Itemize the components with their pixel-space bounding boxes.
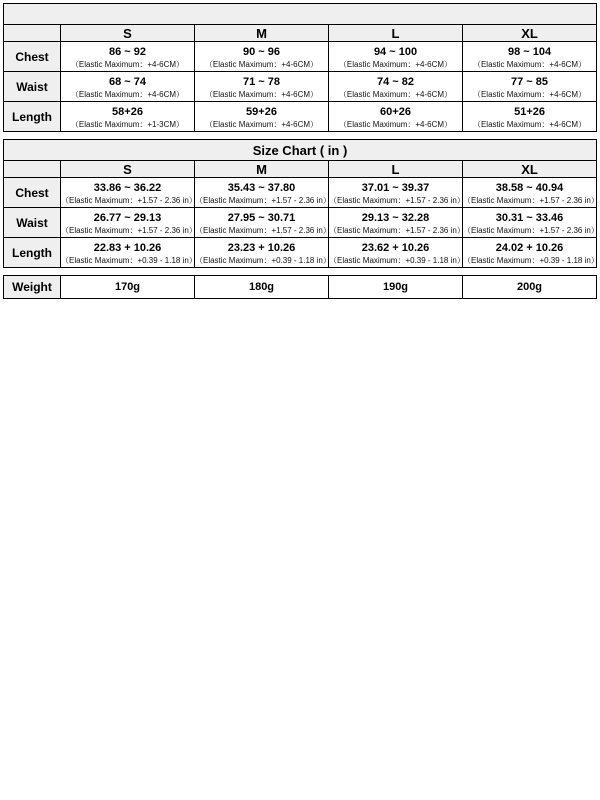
measurement-cell: [329, 238, 463, 268]
measurement-value: 58+26: [112, 106, 143, 118]
elastic-note: （Elastic Maximum：+4-6CM）: [472, 60, 587, 69]
measurement-value: 51+26: [514, 106, 545, 118]
measurement-cell: [61, 238, 195, 268]
size-header-l: L: [329, 161, 463, 178]
measurement-cell: [329, 178, 463, 208]
measurement-value: 68 ~ 74: [108, 76, 146, 88]
elastic-note: （Elastic Maximum：+4-6CM）: [204, 120, 319, 129]
elastic-note: （Elastic Maximum：+4-6CM）: [472, 120, 587, 129]
elastic-note: （Elastic Maximum：+1.57 - 2.36 in）: [61, 226, 197, 235]
row-label-waist: Waist: [4, 208, 61, 238]
measurement-cell: [463, 238, 597, 268]
measurement-value: 59+26: [246, 106, 277, 118]
cm-table-title: [4, 4, 597, 25]
weight-value-m: 180g: [195, 276, 329, 299]
header-blank-cell: [4, 161, 61, 178]
measurement-value: 77 ~ 85: [511, 76, 549, 88]
measurement-value: 22.83 + 10.26: [93, 242, 162, 254]
size-chart-document: [3, 3, 597, 299]
measurement-value: 94 ~ 100: [373, 46, 418, 58]
elastic-note: （Elastic Maximum：+1.57 - 2.36 in）: [463, 196, 599, 205]
weight-value-xl: 200g: [463, 276, 597, 299]
row-label-waist: Waist: [4, 72, 61, 102]
size-chart-cm-table: [3, 3, 597, 132]
measurement-value: 86 ~ 92: [108, 46, 146, 58]
size-chart-in-table: [3, 139, 597, 268]
measurement-cell: [329, 208, 463, 238]
section-spacer: [3, 132, 597, 139]
measurement-value: 24.02 + 10.26: [495, 242, 564, 254]
table-row: [4, 178, 597, 208]
measurement-cell: [329, 42, 463, 72]
measurement-value: 35.43 ~ 37.80: [227, 182, 296, 194]
measurement-value: 37.01 ~ 39.37: [361, 182, 430, 194]
table-row: [4, 276, 597, 299]
size-header-xl: XL: [463, 161, 597, 178]
measurement-cell: [61, 102, 195, 132]
measurement-value: 98 ~ 104: [507, 46, 552, 58]
table-row: [4, 238, 597, 268]
header-blank-cell: [4, 25, 61, 42]
measurement-value: 23.62 + 10.26: [361, 242, 430, 254]
measurement-value: 23.23 + 10.26: [227, 242, 296, 254]
measurement-value: 26.77 ~ 29.13: [93, 212, 162, 224]
measurement-value: 38.58 ~ 40.94: [495, 182, 564, 194]
measurement-cell: [195, 178, 329, 208]
weight-table: [3, 275, 597, 299]
elastic-note: （Elastic Maximum：+0.39 - 1.18 in）: [195, 256, 331, 265]
elastic-note: （Elastic Maximum：+4-6CM）: [338, 60, 453, 69]
row-label-chest: Chest: [4, 42, 61, 72]
measurement-cell: [463, 72, 597, 102]
measurement-value: 27.95 ~ 30.71: [227, 212, 296, 224]
size-header-s: S: [61, 161, 195, 178]
table-row: [4, 102, 597, 132]
row-label-length: Length: [4, 102, 61, 132]
in-table-title: Size Chart ( in ): [4, 140, 597, 161]
elastic-note: （Elastic Maximum：+1.57 - 2.36 in）: [195, 226, 331, 235]
table-row: [4, 72, 597, 102]
table-row: [4, 208, 597, 238]
measurement-cell: [463, 42, 597, 72]
elastic-note: （Elastic Maximum：+1.57 - 2.36 in）: [329, 226, 465, 235]
measurement-value: 30.31 ~ 33.46: [495, 212, 564, 224]
measurement-value: 33.86 ~ 36.22: [93, 182, 162, 194]
weight-value-s: 170g: [61, 276, 195, 299]
measurement-value: 29.13 ~ 32.28: [361, 212, 430, 224]
size-header-s: S: [61, 25, 195, 42]
measurement-value: 74 ~ 82: [376, 76, 414, 88]
size-header-xl: XL: [463, 25, 597, 42]
elastic-note: （Elastic Maximum：+1-3CM）: [70, 120, 185, 129]
measurement-value: 60+26: [380, 106, 411, 118]
elastic-note: （Elastic Maximum：+4-6CM）: [204, 60, 319, 69]
elastic-note: （Elastic Maximum：+0.39 - 1.18 in）: [61, 256, 197, 265]
elastic-note: （Elastic Maximum：+4-6CM）: [338, 90, 453, 99]
elastic-note: （Elastic Maximum：+1.57 - 2.36 in）: [329, 196, 465, 205]
measurement-cell: [329, 72, 463, 102]
size-header-m: M: [195, 25, 329, 42]
elastic-note: （Elastic Maximum：+1.57 - 2.36 in）: [195, 196, 331, 205]
measurement-cell: [61, 208, 195, 238]
size-header-l: L: [329, 25, 463, 42]
table-row: [4, 42, 597, 72]
elastic-note: （Elastic Maximum：+4-6CM）: [338, 120, 453, 129]
section-spacer: [3, 268, 597, 275]
measurement-cell: [61, 178, 195, 208]
elastic-note: （Elastic Maximum：+4-6CM）: [70, 90, 185, 99]
measurement-value: 90 ~ 96: [242, 46, 280, 58]
measurement-cell: [195, 208, 329, 238]
elastic-note: （Elastic Maximum：+4-6CM）: [70, 60, 185, 69]
row-label-length: Length: [4, 238, 61, 268]
measurement-cell: [195, 238, 329, 268]
measurement-cell: [463, 102, 597, 132]
measurement-cell: [463, 178, 597, 208]
measurement-cell: [195, 42, 329, 72]
measurement-cell: [61, 42, 195, 72]
elastic-note: （Elastic Maximum：+4-6CM）: [204, 90, 319, 99]
weight-value-l: 190g: [329, 276, 463, 299]
row-label-weight: Weight: [4, 276, 61, 299]
measurement-cell: [195, 72, 329, 102]
measurement-cell: [61, 72, 195, 102]
elastic-note: （Elastic Maximum：+0.39 - 1.18 in）: [329, 256, 465, 265]
elastic-note: （Elastic Maximum：+1.57 - 2.36 in）: [61, 196, 197, 205]
elastic-note: （Elastic Maximum：+0.39 - 1.18 in）: [463, 256, 599, 265]
elastic-note: （Elastic Maximum：+4-6CM）: [472, 90, 587, 99]
measurement-cell: [195, 102, 329, 132]
elastic-note: （Elastic Maximum：+1.57 - 2.36 in）: [463, 226, 599, 235]
measurement-value: 71 ~ 78: [242, 76, 280, 88]
row-label-chest: Chest: [4, 178, 61, 208]
measurement-cell: [329, 102, 463, 132]
size-header-m: M: [195, 161, 329, 178]
measurement-cell: [463, 208, 597, 238]
